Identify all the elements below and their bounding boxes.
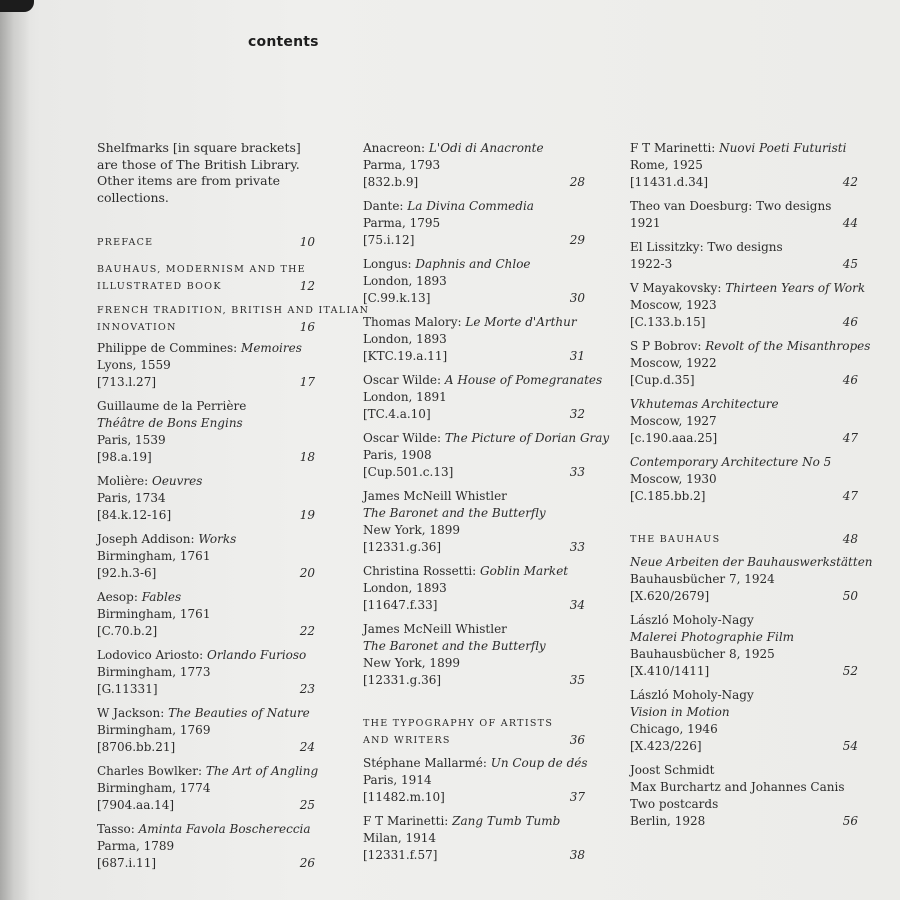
entry-work-title: Orlando Furioso [207,648,307,662]
entry-detail-line: Rome, 1925 [630,158,703,172]
entry-detail-line: [KTC.19.a.11] [363,349,448,363]
entry-title-line [97,589,315,606]
entry-work-title: The Picture of Dorian Gray [444,431,610,445]
entry-detail-line: [X.423/226] [630,739,702,753]
contents-entry [97,398,315,466]
entry-title-line [630,762,858,779]
page-number: 28 [569,175,585,189]
entry-detail-line: Parma, 1793 [363,158,441,172]
contents-entry [97,340,315,391]
page-number: 54 [842,739,858,753]
entry-title-line [363,430,610,447]
entry-detail-line: Bauhausbücher 8, 1925 [630,647,775,661]
contents-entry [97,589,315,640]
contents-entry [363,813,585,864]
entry-detail-line: Birmingham, 1774 [97,781,211,795]
page-number: 29 [569,233,585,247]
page-number: 23 [299,682,315,696]
page-number: 22 [299,624,315,638]
contents-entry [97,531,315,582]
entry-author: James McNeill Whistler [363,622,507,636]
entry-detail-line: [12331.g.36] [363,540,442,554]
entry-list [363,755,588,864]
entry-detail-line: Birmingham, 1761 [97,607,211,621]
section-heading [97,261,315,295]
contents-entry [363,430,610,481]
entry-work-title: La Divina Commedia [407,199,534,213]
entry-author: Theo van Doesburg: Two designs [630,199,832,213]
entry-detail-line: [713.l.27] [97,375,157,389]
entry-detail-line: [X.410/1411] [630,664,710,678]
entry-title-line [630,687,858,704]
entry-detail-line: Birmingham, 1761 [97,549,211,563]
contents-entry [363,621,585,689]
entry-work-title [97,415,315,432]
shelfmark-note: Shelfmarks [in square brackets] are those of The British Library. Other items are from private collections. [97,140,301,205]
section-heading [97,234,315,251]
contents-entry [97,705,315,756]
entry-detail-line: Birmingham, 1769 [97,723,211,737]
entry-title-line [363,563,585,580]
contents-entry [363,755,588,806]
entry-detail-line: New York, 1899 [363,523,460,537]
entry-title-line [363,621,585,638]
entry-title-line [97,705,315,722]
entry-title-line [363,755,588,772]
contents-entry [630,338,871,389]
entry-work-title: Thirteen Years of Work [725,281,866,295]
entry-title-line [97,531,315,548]
entry-author: James McNeill Whistler [363,489,507,503]
page-number: 45 [842,257,858,271]
entry-detail-line: [X.620/2679] [630,589,710,603]
contents-entry [363,256,585,307]
entry-detail-line: [C.99.k.13] [363,291,431,305]
entry-author: Charles Bowlker: [97,764,206,778]
entry-work-title: A House of Pomegranates [444,373,603,387]
entry-title-line [97,821,315,838]
entry-detail-line: Paris, 1914 [363,773,432,787]
entry-work-title [363,638,585,655]
entry-author: László Moholy-Nagy [630,688,754,702]
contents-entry [630,239,858,273]
entry-title-line [630,612,858,629]
entry-detail-line: [687.i.11] [97,856,157,870]
page-number: 38 [569,848,585,862]
entry-work-title-text: Neue Arbeiten der Bauhauswerkstätten [630,555,873,569]
page-corner-shadow [0,0,34,12]
entry-detail-line: [12331.g.36] [363,673,442,687]
entry-title-line [630,140,858,157]
entry-title-line [97,473,315,490]
entry-detail-line: London, 1893 [363,332,447,346]
entry-work-title [630,396,858,413]
entry-author: Philippe de Commines: [97,341,242,355]
entry-work-title: Aminta Favola Boschereccia [138,822,311,836]
entry-author: Oscar Wilde: [363,431,445,445]
entry-detail-line: Parma, 1795 [363,216,441,230]
page-number: 31 [569,349,585,363]
entry-author: F T Marinetti: [630,141,720,155]
entry-work-title [630,629,858,646]
page-number: 42 [842,175,858,189]
entry-author: Aesop: [97,590,142,604]
entry-work-title: Nuovi Poeti Futuristi [719,141,847,155]
page-number: 47 [842,431,858,445]
contents-entry [630,612,858,680]
contents-entry [630,554,873,605]
page-number: 19 [299,508,315,522]
entry-work-title [363,505,585,522]
entry-detail-line: New York, 1899 [363,656,460,670]
entry-detail-line: [C.185.bb.2] [630,489,706,503]
page-number: 44 [842,216,858,230]
entry-detail-line: Two postcards [630,797,719,811]
entry-detail-line: [75.i.12] [363,233,415,247]
entry-title-line [363,314,585,331]
entry-title-line [363,198,585,215]
entry-title-line [630,338,871,355]
entry-detail-line: Paris, 1908 [363,448,432,462]
section-list [630,531,858,548]
entry-work-title: Works [198,532,237,546]
page-number: 36 [569,733,585,747]
entry-author: Dante: [363,199,408,213]
page-number: 50 [842,589,858,603]
entry-list [363,140,610,689]
page-number: 48 [842,532,858,546]
contents-entry [363,198,585,249]
page-number: 20 [299,566,315,580]
page-number: 12 [299,279,315,293]
entry-work-title: Le Morte d'Arthur [465,315,577,329]
entry-work-title: Revolt of the Misanthropes [705,339,871,353]
entry-work-title-text: Théâtre de Bons Engins [97,416,243,430]
entry-author: Oscar Wilde: [363,373,445,387]
entry-detail-line: [11431.d.34] [630,175,709,189]
contents-entry [363,140,585,191]
page-title: contents [248,34,319,50]
entry-detail-line: [C.70.b.2] [97,624,158,638]
page-number: 10 [299,235,315,249]
entry-detail-line: 1921 [630,216,661,230]
entry-work-title: The Art of Angling [205,764,319,778]
entry-detail-line: Moscow, 1923 [630,298,717,312]
entry-detail-line: [Cup.501.c.13] [363,465,454,479]
section-heading-line: FRENCH TRADITION, BRITISH AND ITALIAN [97,305,370,316]
page-number: 33 [569,465,585,479]
section-list [363,715,585,749]
entry-detail-line: [832.b.9] [363,175,419,189]
entry-detail-line: [84.k.12-16] [97,508,172,522]
page-number: 47 [842,489,858,503]
page-number: 52 [842,664,858,678]
entry-author: Guillaume de la Perrière [97,399,247,413]
page-number: 56 [842,814,858,828]
section-heading-line: INNOVATION [97,322,177,333]
entry-title-line [363,372,603,389]
entry-work-title: The Beauties of Nature [168,706,310,720]
entry-detail-line: [C.133.b.15] [630,315,706,329]
page-number: 46 [842,373,858,387]
contents-entry [363,488,585,556]
entry-detail-line: London, 1891 [363,390,447,404]
entry-detail-line: [c.190.aaa.25] [630,431,718,445]
entry-list [630,140,871,505]
contents-entry [630,198,858,232]
entry-author: Stéphane Mallarmé: [363,756,491,770]
entry-detail-line: [8706.bb.21] [97,740,176,754]
entry-author: Joseph Addison: [97,532,199,546]
contents-entry [363,563,585,614]
entry-title-line [363,813,585,830]
entry-detail-line: Bauhausbücher 7, 1924 [630,572,775,586]
entry-work-title-text: The Baronet and the Butterfly [363,506,546,520]
entry-work-title-text: Vkhutemas Architecture [630,397,779,411]
entry-title-line [630,198,858,215]
page-number: 33 [569,540,585,554]
entry-author: Molière: [97,474,152,488]
entry-detail-line: Birmingham, 1773 [97,665,211,679]
entry-detail-line: London, 1893 [363,274,447,288]
entry-author: Joost Schmidt [630,763,715,777]
entry-detail-line: [Cup.d.35] [630,373,695,387]
entry-work-title: Zang Tumb Tumb [452,814,561,828]
entry-author: Christina Rossetti: [363,564,481,578]
page-number: 24 [299,740,315,754]
entry-detail-line: Max Burchartz and Johannes Canis [630,780,845,794]
entry-work-title: Goblin Market [480,564,569,578]
section-heading [630,531,858,548]
entry-detail-line: [92.h.3-6] [97,566,157,580]
contents-entry [630,396,858,447]
entry-title-line [363,140,585,157]
entry-author: V Mayakovsky: [630,281,726,295]
entry-work-title: Fables [141,590,182,604]
entry-work-title: Un Coup de dés [490,756,588,770]
contents-entry [97,647,315,698]
contents-entry [630,280,866,331]
entry-detail-line: [TC.4.a.10] [363,407,431,421]
entry-detail-line: [98.a.19] [97,450,152,464]
page-number: 30 [569,291,585,305]
entry-detail-line: Parma, 1789 [97,839,175,853]
entry-detail-line: Berlin, 1928 [630,814,706,828]
page-number: 17 [299,375,315,389]
entry-work-title-text: The Baronet and the Butterfly [363,639,546,653]
entry-detail-line: Moscow, 1927 [630,414,717,428]
entry-title-line [97,763,319,780]
contents-entry [630,687,858,755]
contents-entry [97,821,315,872]
entry-author: Lodovico Ariosto: [97,648,208,662]
entry-work-title: Oeuvres [151,474,203,488]
entry-detail-line: [7904.aa.14] [97,798,175,812]
section-heading-line: ILLUSTRATED BOOK [97,281,222,292]
entry-work-title [630,454,858,471]
contents-entry [630,454,858,505]
entry-detail-line: London, 1893 [363,581,447,595]
entry-detail-line: [11482.m.10] [363,790,445,804]
entry-work-title [630,554,873,571]
section-heading-line: BAUHAUS, MODERNISM AND THE [97,264,306,275]
entry-detail-line: [11647.f.33] [363,598,438,612]
entry-list [97,340,319,872]
entry-work-title-text: Vision in Motion [630,705,730,719]
entry-author: Longus: [363,257,416,271]
section-heading-line: AND WRITERS [363,735,451,746]
entry-work-title [630,704,858,721]
entry-author: W Jackson: [97,706,169,720]
contents-entry [363,372,603,423]
contents-entry [97,763,319,814]
entry-author: S P Bobrov: [630,339,706,353]
page-number: 37 [569,790,585,804]
section-heading-line: THE BAUHAUS [630,534,721,545]
contents-column-2 [363,140,610,871]
page-number: 34 [569,598,585,612]
entry-title-line [363,256,585,273]
contents-entry [363,314,585,365]
page-number: 35 [569,673,585,687]
entry-author: László Moholy-Nagy [630,613,754,627]
entry-work-title: L'Odi di Anacronte [428,141,544,155]
entry-title-line [97,647,315,664]
contents-entry [97,473,315,524]
entry-author: Thomas Malory: [363,315,466,329]
entry-detail-line: Moscow, 1922 [630,356,717,370]
entry-author: Tasso: [97,822,139,836]
page-number: 18 [299,450,315,464]
entry-author: El Lissitzky: Two designs [630,240,783,254]
page-number: 26 [299,856,315,870]
contents-column-3 [630,140,873,837]
contents-entry [630,762,858,830]
entry-detail-line: [G.11331] [97,682,158,696]
entry-detail-line: 1922-3 [630,257,673,271]
section-heading-line: PREFACE [97,237,154,248]
entry-detail-line: Lyons, 1559 [97,358,171,372]
entry-work-title-text: Contemporary Architecture No 5 [630,455,832,469]
contents-column-1 [97,140,370,879]
entry-work-title-text: Malerei Photographie Film [630,630,795,644]
entry-author: F T Marinetti: [363,814,453,828]
entry-work-title: Memoires [241,341,302,355]
entry-title-line [97,398,315,415]
entry-author: Anacreon: [363,141,429,155]
entry-detail-line: Paris, 1539 [97,433,166,447]
page-number: 32 [569,407,585,421]
entry-title-line [97,340,315,357]
section-heading [363,715,585,749]
page-number: 46 [842,315,858,329]
entry-detail-line: [12331.f.57] [363,848,438,862]
entry-list [630,554,873,830]
book-gutter-shadow [0,0,30,900]
page-number: 16 [299,320,315,334]
section-heading-line: THE TYPOGRAPHY OF ARTISTS [363,718,554,729]
entry-title-line [630,280,866,297]
entry-detail-line: Moscow, 1930 [630,472,717,486]
section-heading [97,302,370,336]
entry-title-line [363,488,585,505]
entry-detail-line: Paris, 1734 [97,491,166,505]
entry-work-title: Daphnis and Chloe [415,257,531,271]
entry-detail-line: Milan, 1914 [363,831,437,845]
page-number: 25 [299,798,315,812]
contents-entry [630,140,858,191]
entry-detail-line: Chicago, 1946 [630,722,718,736]
entry-title-line [630,239,858,256]
section-list [97,234,370,336]
